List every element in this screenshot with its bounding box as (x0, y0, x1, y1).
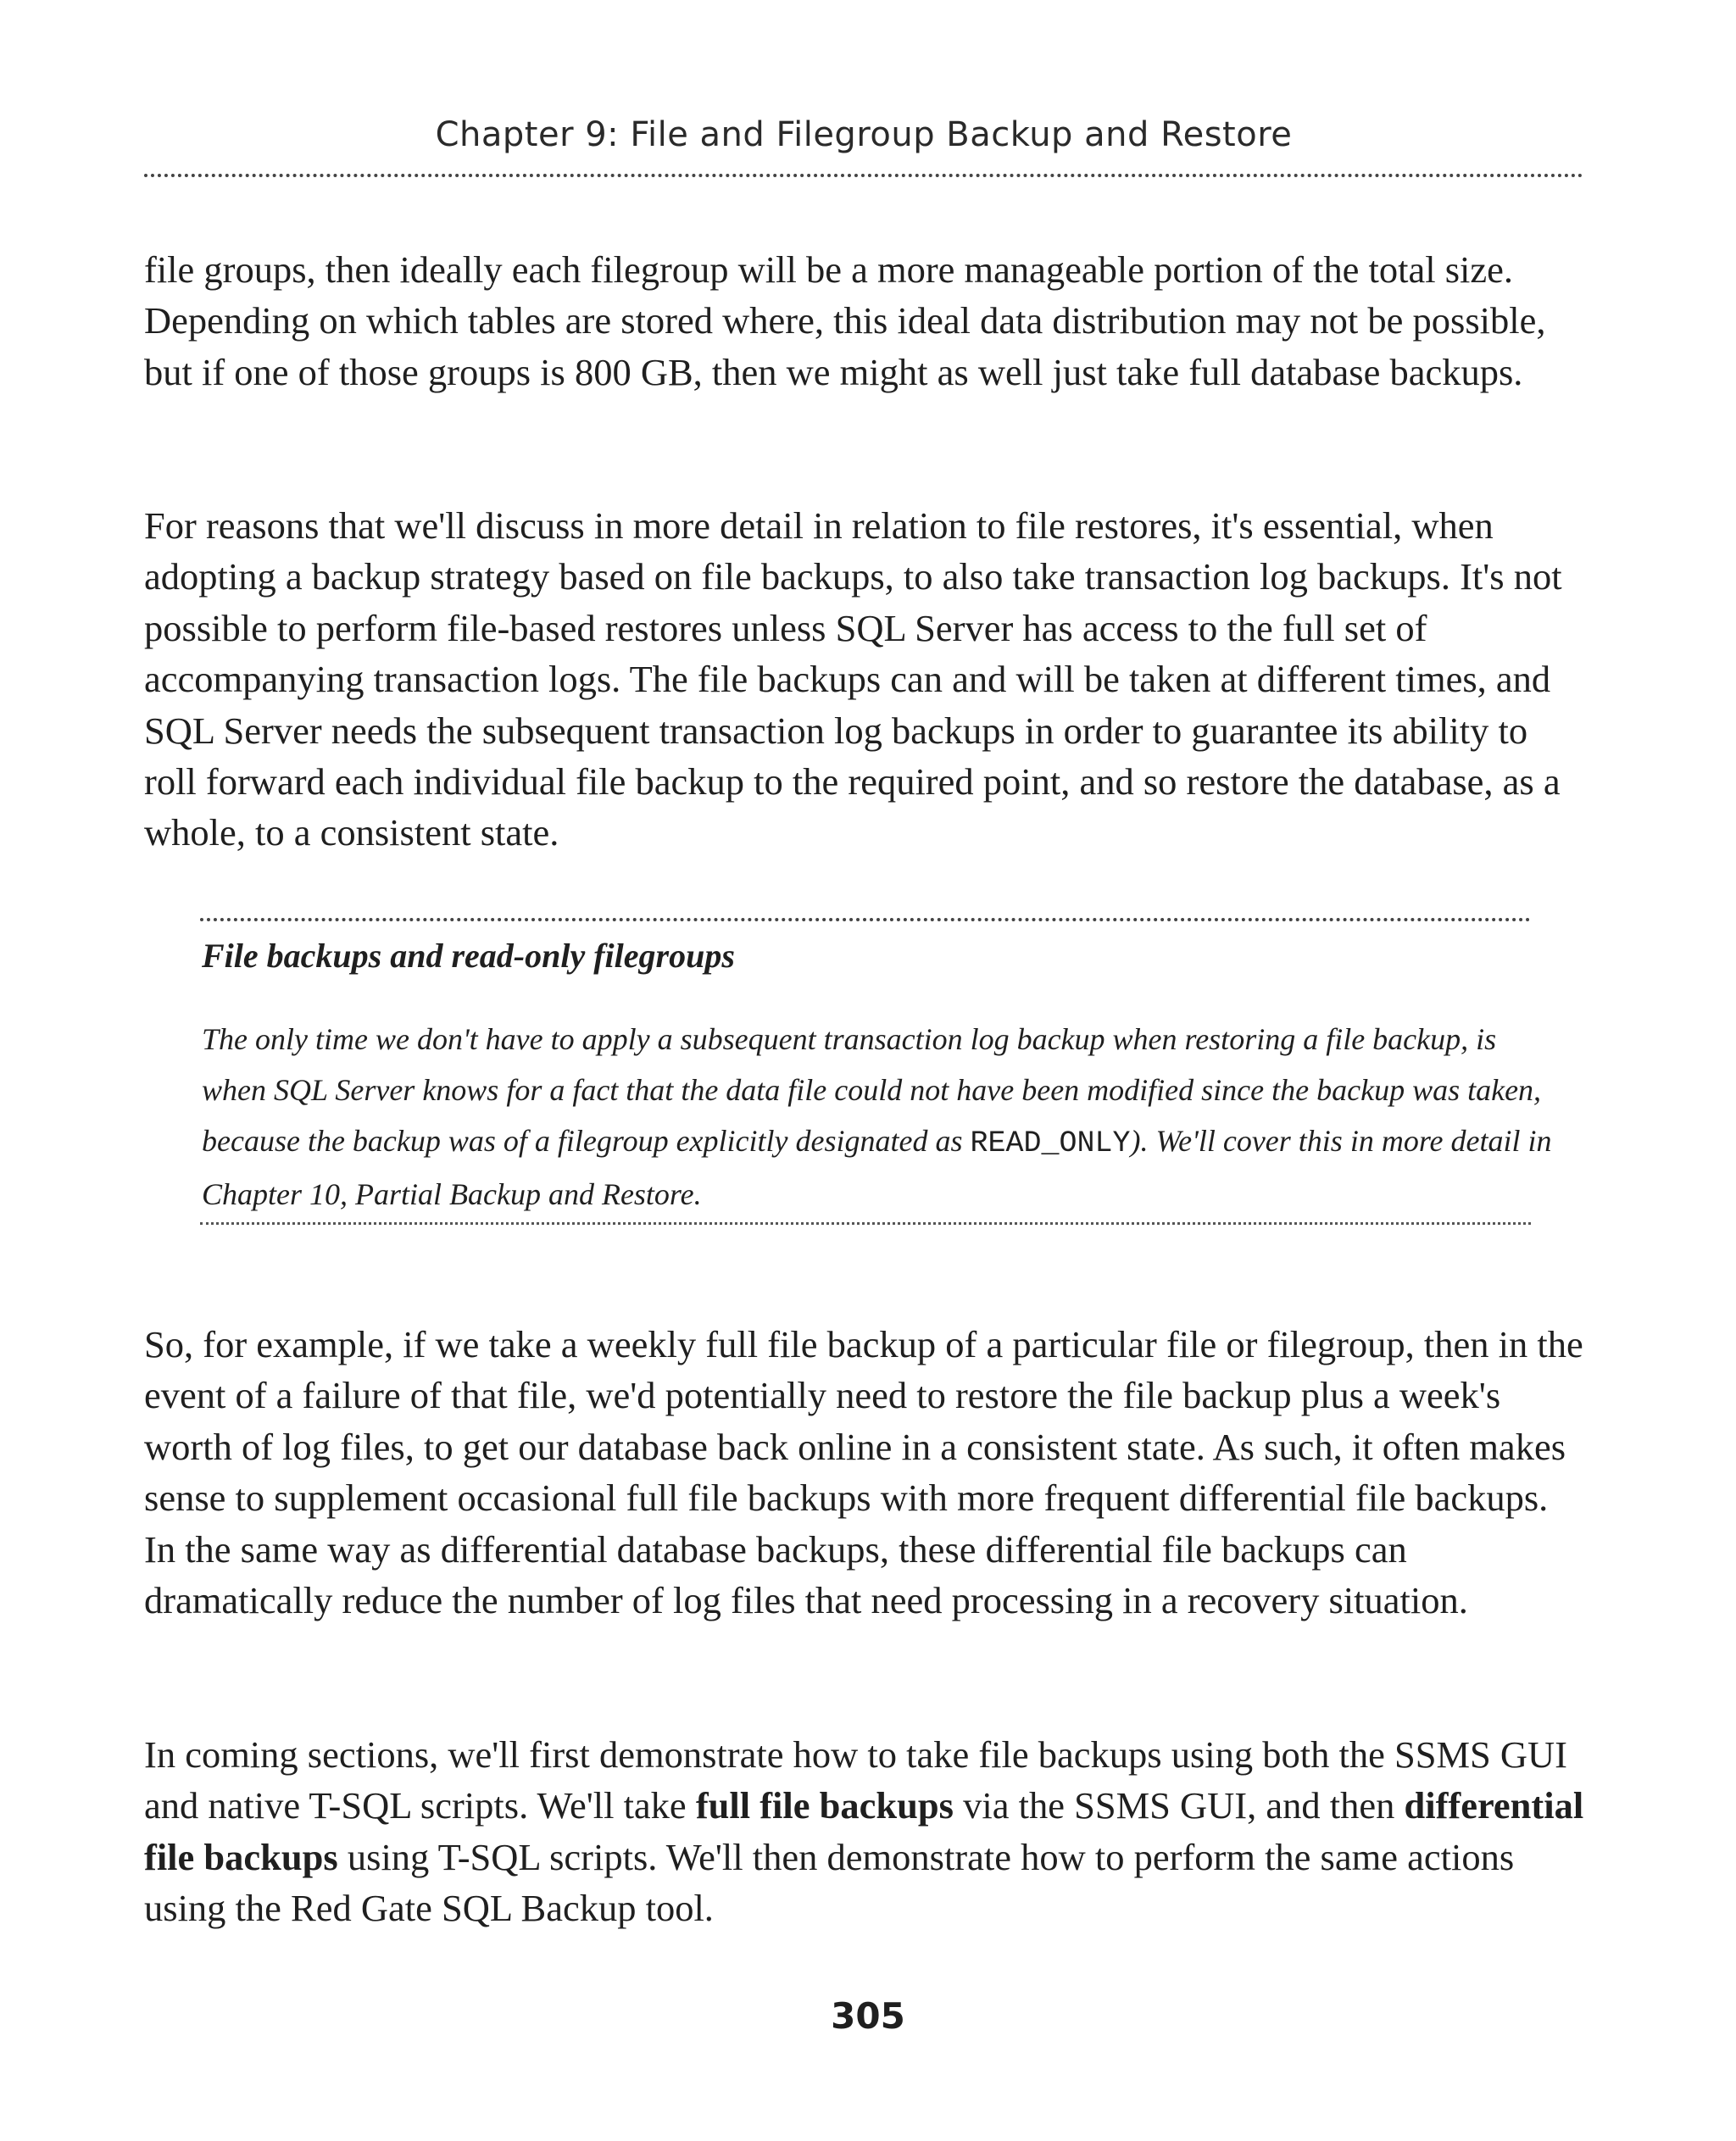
paragraph-4-bold-2: differential file backups (144, 1784, 1584, 1878)
note-text-1: The only time we don't have to apply a subsequent transaction log backup when restoring a file backup, is when SQL Server knows for a fact that the data file could not have been modified since the backup was taken, because the backup was of a filegroup explicitly designated as (202, 1022, 1542, 1158)
note-title: File backups and read-only filegroups (202, 937, 735, 975)
paragraph-2: For reasons that we'll discuss in more detail in relation to file restores, it's essential, when adopting a backup strategy based on file backups, to also take transaction log backups. It's not possible to perform file-based restores unless SQL Server has access to the full set of accompanying transaction logs. The file backups can and will be taken at different times, and SQL Server needs the subsequent transaction log backups in order to guarantee its ability to roll forward each individual file backup to the required point, and so restore the database, as a whole, to a consistent state. (144, 504, 1562, 854)
paragraph-3: So, for example, if we take a weekly full file backup of a particular file or filegroup, then in the event of a failure of that file, we'd potentially need to restore the file backup plus a week's worth of log files, to get our database back online in a consistent state. As such, it often makes sense to supplement occasional full file backups with more frequent differential file backups. In the same way as differential database backups, these differential file backups can dramatically reduce the number of log files that need processing in a recovery situation. (144, 1323, 1583, 1622)
paragraph-4-bold-1: full file backups (695, 1784, 954, 1827)
note-top-divider (200, 918, 1531, 921)
note-body (202, 1014, 1558, 1220)
page-number: 305 (831, 1995, 905, 2037)
note-text-2: ). We'll cover this in more detail in Chapter 10, Partial Backup and Restore. (202, 1124, 1552, 1211)
paragraph-4-text-3: using T-SQL scripts. We'll then demonstrate how to perform the same actions using the Red Gate SQL Backup tool. (144, 1835, 1515, 1930)
running-header: Chapter 9: File and Filegroup Backup and Restore (435, 115, 1293, 154)
paragraph-1: file groups, then ideally each filegroup will be a more manageable portion of the total size. Depending on which tables are stored where, this ideal data distribution may not be possible, but if one of those groups is 800 GB, then we might as well just take full database backups. (144, 248, 1546, 393)
header-divider (144, 174, 1583, 177)
note-bottom-divider (200, 1222, 1531, 1225)
paragraph-4 (144, 1729, 1585, 1934)
paragraph-4-text-1: In coming sections, we'll first demonstrate how to take file backups using both the SSMS GUI and native T-SQL scripts. We'll take (144, 1733, 1568, 1827)
paragraph-4-text-2: via the SSMS GUI, and then (953, 1784, 1405, 1827)
note-code: READ_ONLY (970, 1126, 1131, 1160)
